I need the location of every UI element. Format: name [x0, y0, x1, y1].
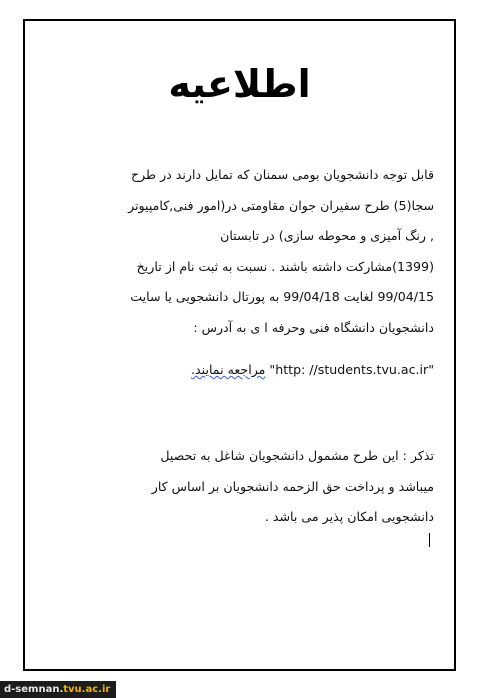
site-watermark [0, 681, 116, 698]
page-title: اطلاعیه [168, 62, 311, 106]
document-border [23, 19, 456, 671]
website-url[interactable]: "http: //students.tvu.ac.ir" [269, 362, 434, 377]
website-address-line [44, 360, 434, 380]
site-accent: tvu.ac.ir [63, 684, 111, 695]
note-paragraph [44, 441, 434, 547]
text-cursor [429, 533, 430, 547]
announcement-paragraph [44, 160, 434, 343]
site-prefix: d-semnan. [4, 684, 64, 695]
refer-text: مراجعه نمایند. [191, 362, 266, 377]
paragraph-line: (1399)مشارکت داشته باشند . نسبت به ثبت نام از تاریخ [136, 258, 434, 274]
paragraph-line-text: دانشجویی امکان پذیر می باشد . [264, 509, 434, 524]
paragraph-line: 99/04/15 لغایت 99/04/18 به پورتال دانشجویی یا سایت [130, 289, 434, 304]
paragraph-line: دانشجویان دانشگاه فنی وحرفه ا ی به آدرس : [193, 319, 434, 335]
paragraph-line: تذکر : این طرح مشمول دانشجویان شاغل به تحصیل [160, 448, 434, 463]
paragraph-line: قابل توجه دانشجویان بومی سمنان که تمایل دارند در طرح [130, 167, 434, 182]
paragraph-line: سجا(5) طرح سفیران جوان مقاومتی در(امور فنی,کامپیوتر [128, 197, 434, 213]
paragraph-line: میباشد و پرداخت حق الزحمه دانشجویان بر اساس کار [151, 478, 434, 494]
paragraph-line: , رنگ آمیزی و محوطه سازی) در تابستان [220, 228, 434, 243]
paragraph-line [44, 502, 434, 547]
